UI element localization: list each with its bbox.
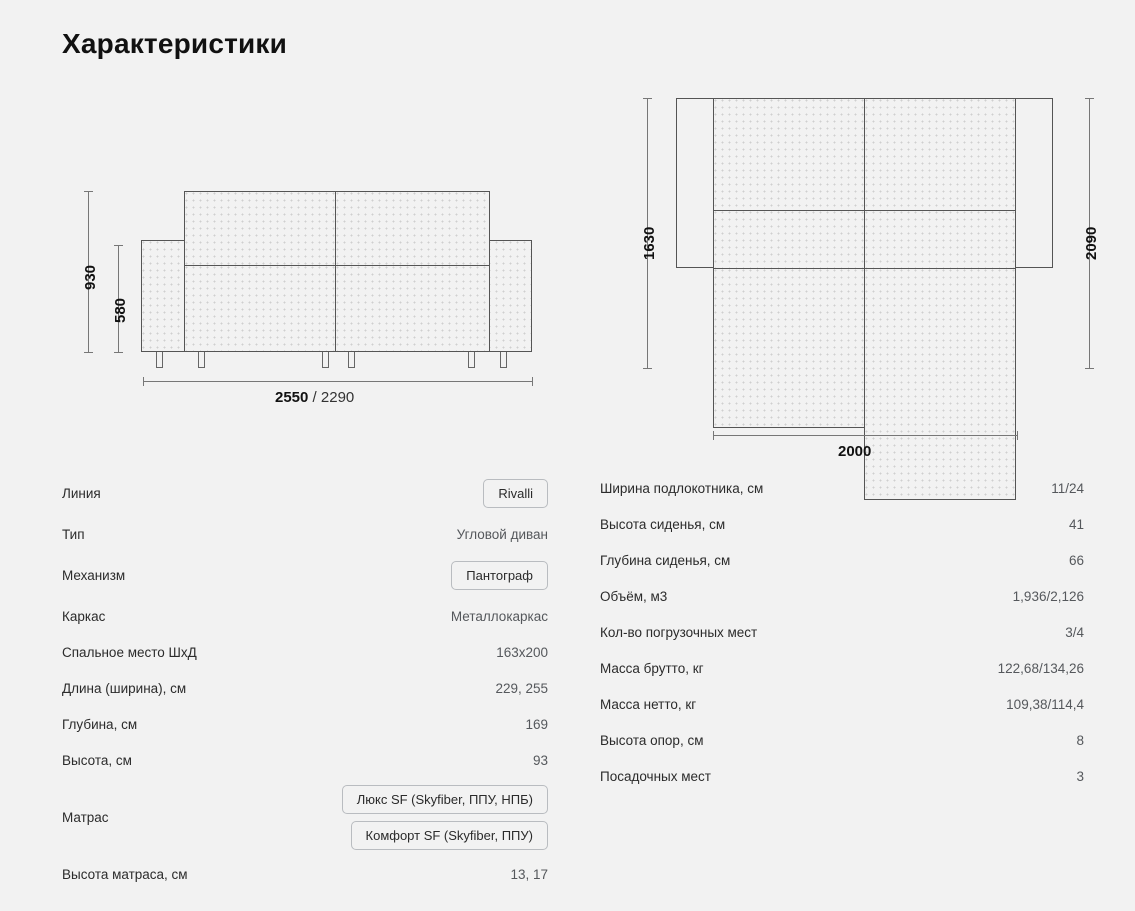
- spec-value-type: Угловой диван: [456, 526, 548, 542]
- top-bed-panel-left: [713, 268, 865, 428]
- spec-label-type: Тип: [62, 526, 85, 542]
- spec-chip-mattress-comfort[interactable]: Комфорт SF (Skyfiber, ППУ): [351, 821, 548, 850]
- dim-580-tick-top: [114, 245, 123, 246]
- dim-930-label: 930: [82, 264, 99, 290]
- spec-chip-mattress-lux[interactable]: Люкс SF (Skyfiber, ППУ, НПБ): [342, 785, 548, 814]
- top-bed-panel-right: [864, 268, 1016, 500]
- spec-row-gross-weight: [600, 650, 1084, 686]
- front-leg-2: [198, 352, 205, 368]
- dim-2000-line: [713, 435, 1017, 436]
- spec-value-armrest-width: 11/24: [1051, 480, 1084, 496]
- top-view-drawing: [600, 80, 1120, 460]
- spec-row-mattress: [62, 778, 548, 856]
- dim-width-tick-left: [143, 377, 144, 386]
- spec-label-net-weight: Масса нетто, кг: [600, 696, 697, 712]
- spec-value-volume: 1,936/2,126: [1012, 588, 1084, 604]
- spec-value-frame: Металлокаркас: [450, 608, 548, 624]
- top-back-right-cushion: [864, 98, 1016, 211]
- spec-chip-mechanism[interactable]: Пантограф: [451, 561, 548, 590]
- spec-row-frame: [62, 598, 548, 634]
- front-backrest-left: [184, 191, 336, 266]
- spec-label-gross-weight: Масса брутто, кг: [600, 660, 704, 676]
- dim-2090-label: 2090: [1083, 226, 1100, 260]
- dim-2000-tick-right: [1017, 431, 1018, 440]
- spec-row-mechanism: [62, 552, 548, 598]
- spec-label-seat-height: Высота сиденья, см: [600, 516, 726, 532]
- spec-label-seats: Посадочных мест: [600, 768, 711, 784]
- spec-label-sleeping-area: Спальное место ШхД: [62, 644, 197, 660]
- front-leg-1: [156, 352, 163, 368]
- spec-label-leg-height: Высота опор, см: [600, 732, 704, 748]
- spec-row-armrest-width: [600, 470, 1084, 506]
- spec-value-length: 229, 255: [495, 680, 548, 696]
- spec-label-mechanism: Механизм: [62, 567, 126, 583]
- spec-row-seat-height: [600, 506, 1084, 542]
- spec-label-packages: Кол-во погрузочных мест: [600, 624, 758, 640]
- spec-value-mattress-height: 13, 17: [510, 866, 548, 882]
- spec-chip-line[interactable]: Rivalli: [483, 479, 548, 508]
- spec-label-volume: Объём, м3: [600, 588, 668, 604]
- spec-label-mattress-height: Высота матраса, см: [62, 866, 188, 882]
- dim-width-alt: 2290: [320, 389, 355, 406]
- front-seat-left: [184, 265, 336, 352]
- dim-width-sep: /: [312, 389, 317, 406]
- dim-580-label: 580: [112, 297, 129, 323]
- dim-width-line: [143, 381, 532, 382]
- spec-row-line: [62, 470, 548, 516]
- spec-row-sleeping-area: [62, 634, 548, 670]
- spec-value-seat-depth: 66: [1068, 552, 1084, 568]
- spec-row-net-weight: [600, 686, 1084, 722]
- spec-value-seat-height: 41: [1068, 516, 1084, 532]
- dim-2090-tick-bottom: [1085, 368, 1094, 369]
- spec-row-leg-height: [600, 722, 1084, 758]
- dim-width-label: [275, 389, 354, 406]
- front-right-armrest: [487, 240, 532, 352]
- spec-value-leg-height: 8: [1076, 732, 1084, 748]
- spec-row-length: [62, 670, 548, 706]
- top-seat-right-cushion: [864, 210, 1016, 269]
- spec-row-seats: [600, 758, 1084, 794]
- dim-width-tick-right: [532, 377, 533, 386]
- spec-row-volume: [600, 578, 1084, 614]
- spec-row-type: [62, 516, 548, 552]
- front-leg-4: [348, 352, 355, 368]
- spec-label-line: Линия: [62, 485, 101, 501]
- dim-580-tick-bottom: [114, 352, 123, 353]
- spec-label-mattress: Матрас: [62, 809, 109, 825]
- spec-value-net-weight: 109,38/114,4: [1006, 696, 1084, 712]
- spec-value-packages: 3/4: [1065, 624, 1084, 640]
- spec-label-seat-depth: Глубина сиденья, см: [600, 552, 731, 568]
- specs-left-column: [62, 470, 548, 892]
- spec-value-gross-weight: 122,68/134,26: [997, 660, 1084, 676]
- front-leg-5: [468, 352, 475, 368]
- spec-label-length: Длина (ширина), см: [62, 680, 187, 696]
- front-seat-right: [335, 265, 490, 352]
- dim-930-tick-bottom: [84, 352, 93, 353]
- dim-1630-label: 1630: [641, 226, 658, 260]
- front-left-armrest: [141, 240, 186, 352]
- spec-label-armrest-width: Ширина подлокотника, см: [600, 480, 764, 496]
- spec-label-height: Высота, см: [62, 752, 132, 768]
- dim-2000-label: 2000: [838, 443, 872, 460]
- dim-1630-tick-top: [643, 98, 652, 99]
- page-title: Характеристики: [62, 28, 288, 59]
- dim-2000-tick-left: [713, 431, 714, 440]
- front-leg-6: [500, 352, 507, 368]
- spec-row-packages: [600, 614, 1084, 650]
- spec-value-seats: 3: [1076, 768, 1084, 784]
- top-back-left-cushion: [713, 98, 865, 211]
- top-seat-left-cushion: [713, 210, 865, 269]
- front-leg-3: [322, 352, 329, 368]
- spec-row-height: [62, 742, 548, 778]
- dim-width-main: 2550: [275, 389, 309, 406]
- spec-row-mattress-height: [62, 856, 548, 892]
- spec-row-depth: [62, 706, 548, 742]
- spec-value-sleeping-area: 163х200: [496, 644, 548, 660]
- spec-label-depth: Глубина, см: [62, 716, 138, 732]
- dim-1630-tick-bottom: [643, 368, 652, 369]
- dim-2090-tick-top: [1085, 98, 1094, 99]
- specs-right-column: [600, 470, 1084, 794]
- spec-value-height: 93: [532, 752, 548, 768]
- front-backrest-right: [335, 191, 490, 266]
- spec-label-frame: Каркас: [62, 608, 106, 624]
- spec-value-depth: 169: [525, 716, 548, 732]
- front-view-drawing: [60, 90, 560, 420]
- top-right-armrest: [1015, 98, 1053, 268]
- spec-row-seat-depth: [600, 542, 1084, 578]
- spec-mattress-options: [342, 785, 548, 850]
- dim-930-tick-top: [84, 191, 93, 192]
- top-left-armrest: [676, 98, 714, 268]
